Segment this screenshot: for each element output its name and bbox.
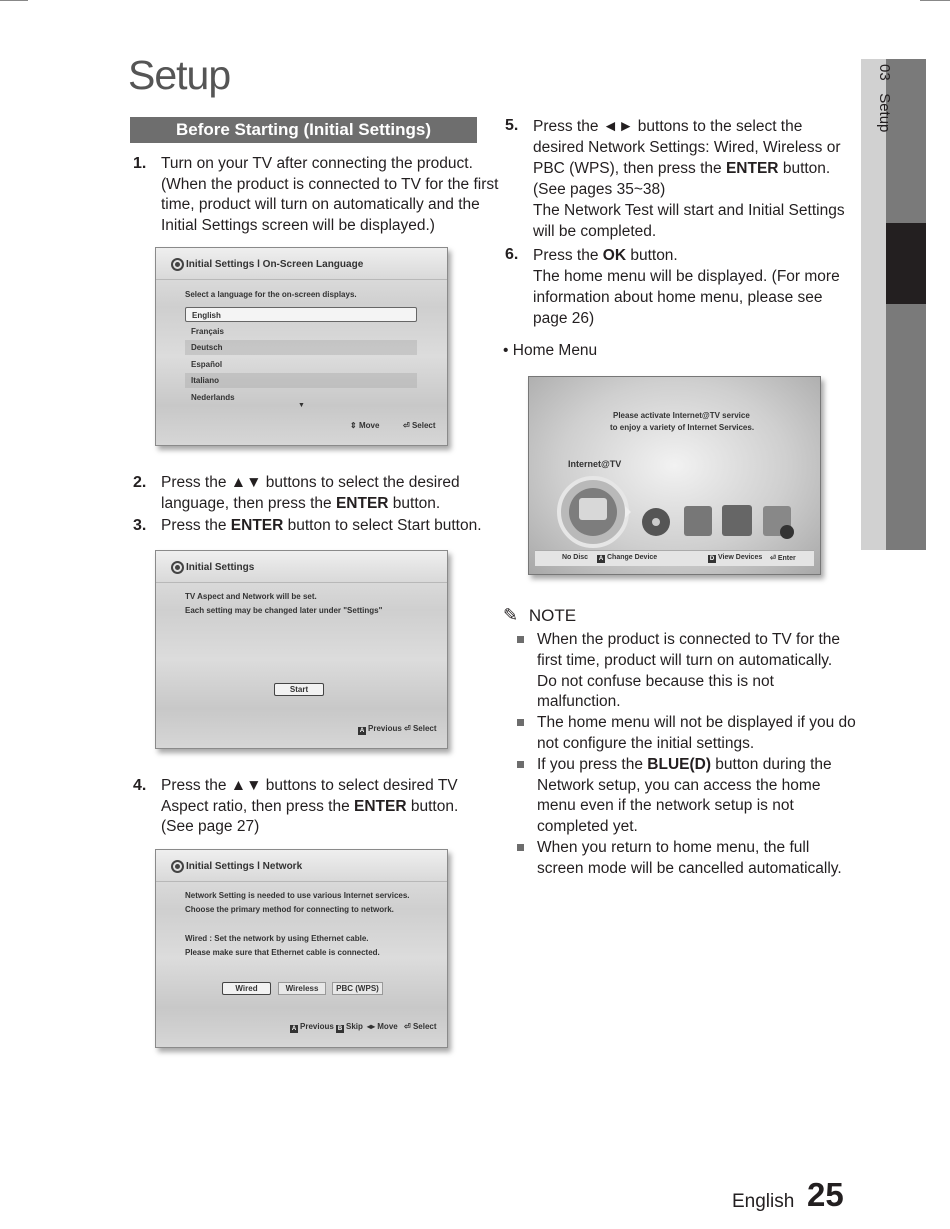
leftright-arrows-icon: ◂▸ — [367, 1022, 376, 1031]
step-text: language, then press the ENTER button. — [161, 494, 441, 512]
screen-header — [156, 248, 447, 280]
screen-message: Each setting may be changed later under "Settings" — [185, 606, 383, 615]
pencil-icon: ✎ — [503, 605, 519, 625]
updown-arrows-icon: ⇕ — [350, 421, 357, 430]
section-header: Before Starting (Initial Settings) — [130, 117, 477, 143]
home-menu-heading: • Home Menu — [503, 342, 598, 359]
page-number: 25 — [807, 1176, 844, 1213]
enter-icon: ⏎ — [404, 724, 411, 733]
footer-skip: B Skip — [337, 1022, 363, 1032]
step-number: 2. — [133, 474, 147, 491]
enter-hint: ⏎ Enter — [770, 555, 796, 562]
footer-language: English — [732, 1191, 795, 1212]
screen-message: Choose the primary method for connecting to network. — [185, 905, 394, 914]
step-text: page 26) — [533, 310, 595, 327]
step-text: The Network Test will start and Initial Settings — [533, 202, 845, 219]
note-item: When the product is connected to TV for the first time, product will turn on automatically. Do not confuse because this is not malfunction. — [516, 630, 856, 713]
page-title: Setup — [128, 52, 231, 98]
bullet-icon: • — [503, 342, 509, 359]
initial-settings-screen — [155, 550, 448, 749]
view-devices-hint: D View Devices — [709, 554, 763, 562]
start-button[interactable]: Start — [274, 683, 324, 696]
a-key-icon: A — [291, 1026, 297, 1032]
photos-icon — [722, 505, 752, 536]
screen-message: Please make sure that Ethernet cable is connected. — [185, 948, 380, 957]
step-text: (See pages 35~38) — [533, 181, 666, 198]
home-menu-screen — [528, 376, 821, 575]
screen-title: Initial Settings l Network — [186, 861, 303, 872]
language-option[interactable]: Deutsch — [185, 340, 417, 355]
footer-previous: A Previous — [359, 724, 402, 734]
step-text: Initial Settings screen will be displayed.) — [161, 216, 435, 234]
step-text: The home menu will be displayed. (For more — [533, 268, 840, 285]
change-device-hint: A Change Device — [598, 554, 658, 562]
footer-previous: A Previous — [291, 1022, 334, 1032]
gear-icon — [171, 860, 184, 873]
enter-icon: ⏎ — [404, 1022, 411, 1031]
chapter-tab-text: 03 Setup — [876, 64, 893, 133]
step-text: will be completed. — [533, 223, 657, 240]
step-number: 3. — [133, 517, 147, 534]
step-text: (See page 27) — [161, 818, 260, 835]
step-number: 4. — [133, 777, 147, 794]
language-option[interactable]: English — [185, 307, 417, 322]
footer-select: ⏎ Select — [404, 1022, 437, 1031]
a-key-icon: A — [359, 728, 365, 734]
chapter-tab-label-area — [861, 59, 886, 550]
scroll-down-icon: ▼ — [298, 402, 305, 409]
step-text: Aspect ratio, then press the ENTER button. — [161, 797, 459, 815]
note-heading: ✎ NOTE — [503, 605, 577, 625]
language-option[interactable]: Italiano — [185, 373, 417, 388]
chapter-tab-marker — [886, 223, 926, 304]
home-message: to enjoy a variety of Internet Services. — [610, 423, 755, 432]
step-text: Press the OK button. — [533, 247, 678, 264]
screen-message: Wired : Set the network by using Ethernet cable. — [185, 934, 369, 943]
featured-service-label: Internet@TV — [568, 459, 622, 469]
step-text: information about home menu, please see — [533, 289, 823, 306]
step-text: Press the ▲▼ buttons to select desired TV — [161, 777, 458, 794]
screen-message: TV Aspect and Network will be set. — [185, 592, 317, 601]
videos-icon — [684, 506, 712, 536]
crop-mark — [920, 0, 950, 1]
step-number: 1. — [133, 155, 147, 172]
gear-icon — [171, 561, 184, 574]
screen-prompt: Select a language for the on-screen displays. — [185, 290, 357, 299]
internet-tv-icon-screen — [579, 498, 607, 520]
step-text: (When the product is connected to TV for the first — [161, 175, 499, 193]
step-number: 5. — [505, 117, 519, 134]
step-text: time, product will turn on automatically and the — [161, 196, 480, 213]
step-text: Press the ◄► buttons to the select the — [533, 118, 803, 135]
note-list — [516, 630, 856, 880]
enter-icon: ⏎ — [770, 555, 776, 562]
home-message: Please activate Internet@TV service — [613, 411, 750, 420]
no-disc-status: No Disc — [562, 554, 589, 561]
b-key-icon: B — [337, 1026, 343, 1032]
screen-header — [156, 551, 447, 583]
footer-move: ⇕ Move — [350, 421, 380, 430]
footer-move: ◂▸ Move — [367, 1022, 398, 1031]
step-text: desired Network Settings: Wired, Wireless or — [533, 139, 841, 156]
footer-select: ⏎ Select — [404, 724, 437, 733]
crop-mark — [0, 0, 28, 1]
screen-title: Initial Settings — [186, 562, 255, 573]
language-screen — [155, 247, 448, 446]
screen-message: Network Setting is needed to use various Internet services. — [185, 891, 410, 900]
home-icons — [529, 472, 821, 552]
a-key-icon: A — [598, 556, 604, 562]
enter-icon: ⏎ — [403, 421, 410, 430]
network-screen — [155, 849, 448, 1048]
screen-title: Initial Settings l On-Screen Language — [186, 259, 364, 270]
footer-select: ⏎ Select — [403, 421, 436, 430]
gear-icon — [780, 525, 794, 539]
step-text: Press the ▲▼ buttons to select the desired — [161, 474, 460, 491]
step-text: Turn on your TV after connecting the product. — [161, 155, 473, 172]
wireless-option[interactable]: Wireless — [278, 982, 326, 995]
gear-icon — [171, 258, 184, 271]
pbc-wps-option[interactable]: PBC (WPS) — [332, 982, 383, 995]
d-key-icon: D — [709, 556, 715, 562]
screen-header — [156, 850, 447, 882]
language-option[interactable]: Español — [191, 360, 223, 369]
note-item: When you return to home menu, the full screen mode will be cancelled automatically. — [516, 838, 856, 880]
language-option[interactable]: Nederlands — [191, 393, 235, 402]
step-number: 6. — [505, 246, 519, 263]
step-text: PBC (WPS), then press the ENTER button. — [533, 160, 831, 177]
note-item: The home menu will not be displayed if you do not configure the initial settings. — [516, 713, 856, 755]
wired-option[interactable]: Wired — [222, 982, 271, 995]
language-option[interactable]: Français — [191, 327, 224, 336]
note-item: If you press the BLUE(D) button during the Network setup, you can access the home menu even if the network setup is not completed yet. — [516, 755, 856, 838]
step-text: Press the ENTER button to select Start button. — [161, 517, 482, 534]
